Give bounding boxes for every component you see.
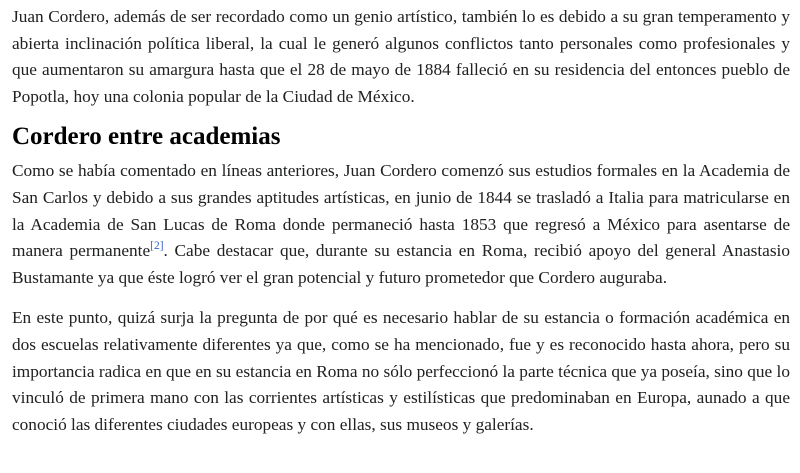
section-heading: Cordero entre academias	[12, 123, 281, 151]
paragraph-2-text-start: Como se había comentado en líneas anteriores, Juan Cordero comenzó sus estudios formales en la Academia de San Carlos y debido a sus grandes aptitudes artísticas, en junio de 1844 se trasladó a Italia para matricularse en la Academia de San Lucas de Roma donde permaneció hasta 1853 que regresó a México para asentarse de manera permanente	[12, 161, 790, 261]
paragraph-2	[12, 158, 790, 291]
footnote-link-2[interactable]: [2]	[150, 240, 164, 253]
paragraph-1: Juan Cordero, además de ser recordado como un genio artístico, también lo es debido a su gran temperamento y abierta inclinación política liberal, la cual le generó algunos conflictos tanto personales como profesionales y que aumentaron su amargura hasta que el 28 de mayo de 1884 falleció en su residencia del entonces pueblo de Popotla, hoy una colonia popular de la Ciudad de México.	[12, 7, 790, 106]
article-content	[12, 4, 790, 438]
paragraph-2-text-end: . Cabe destacar que, durante su estancia en Roma, recibió apoyo del general Anastasio Bustamante ya que éste logró ver el gran potencial y futuro prometedor que Cordero auguraba.	[12, 241, 790, 287]
footnote-reference	[150, 240, 163, 252]
paragraph-3: En este punto, quizá surja la pregunta de por qué es necesario hablar de su estancia o formación académica en dos escuelas relativamente diferentes ya que, como se ha mencionado, fue y es reconocido hasta ahora, pero su importancia radica en que en su estancia en Roma no sólo perfeccionó la parte técnica que ya poseía, sino que lo vinculó de primera mano con las corrientes artísticas y estilísticas que predominaban en Europa, aunado a que conoció las diferentes ciudades europeas y con ellas, sus museos y galerías.	[12, 308, 790, 434]
